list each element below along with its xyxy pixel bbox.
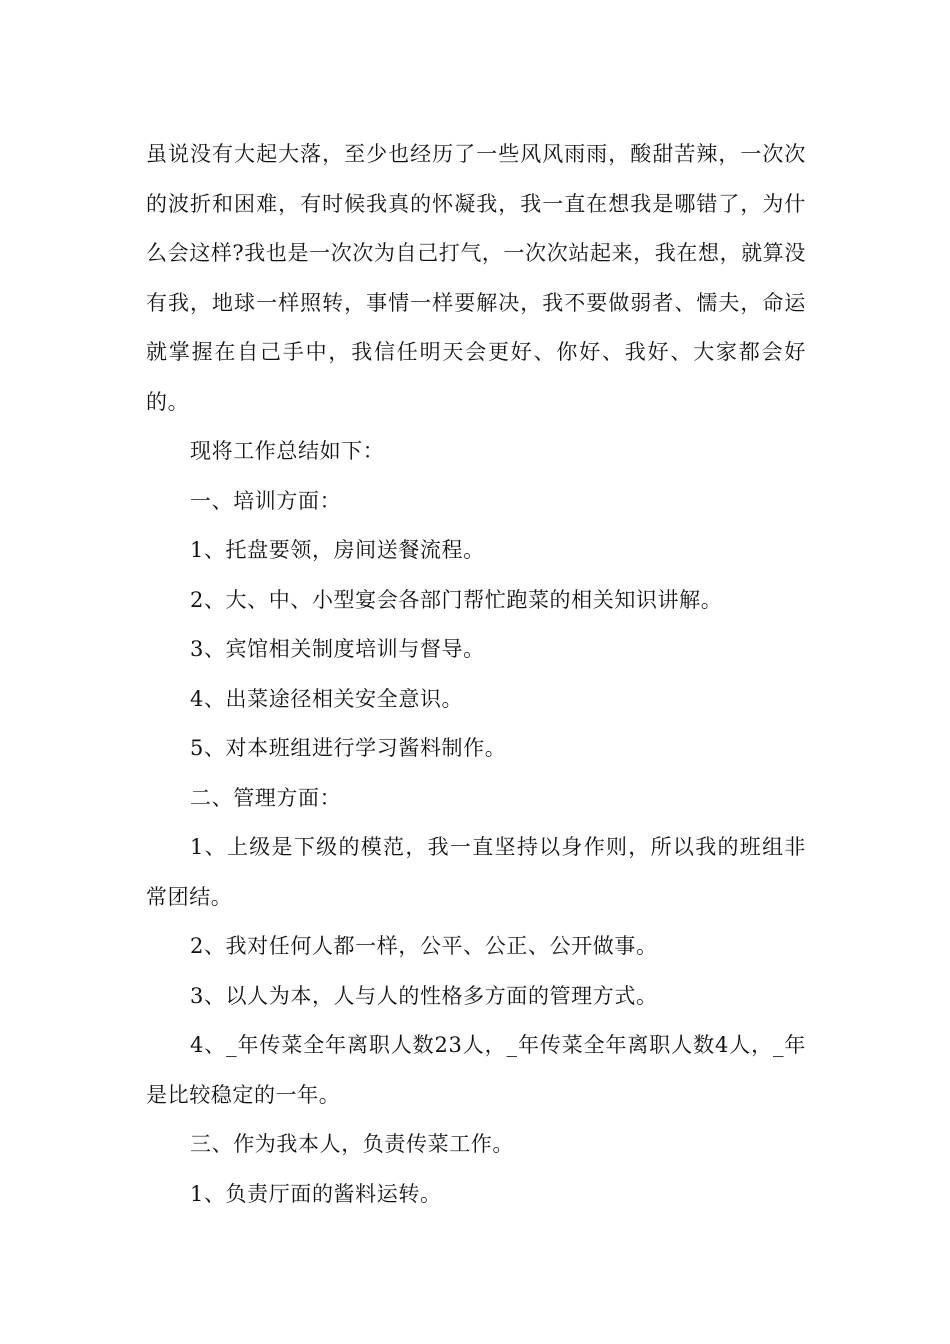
list-item: 3、宾馆相关制度培训与督导。 — [190, 637, 485, 661]
list-item: 1、上级是下级的模范，我一直坚持以身作则，所以我的班组非常团结。 — [146, 835, 806, 909]
document-body — [146, 130, 806, 1219]
summary-intro-paragraph: 现将工作总结如下： — [190, 439, 385, 463]
list-item: 2、我对任何人都一样，公平、公正、公开做事。 — [190, 934, 658, 958]
list-item: 4、_年传菜全年离职人数23人，_年传菜全年离职人数4人，_年是比较稳定的一年。 — [146, 1033, 806, 1107]
list-item: 2、大、中、小型宴会各部门帮忙跑菜的相关知识讲解。 — [190, 587, 723, 612]
list-item: 1、负责厅面的酱料运转。 — [190, 1181, 442, 1206]
body-paragraph: 虽说没有大起大落，至少也经历了一些风风雨雨，酸甜苦辣，一次次的波折和困难，有时候我真的怀凝我，我一直在想我是哪错了，为什么会这样?我也是一次次为自己打气，一次次站起来，我在想，就算没有我，地球一样照转，事情一样要解决，我不要做弱者、懦夫，命运就掌握在自己手中，我信任明天会更好、你好、我好、大家都会好的。 — [146, 142, 806, 414]
section-heading-personal: 三、作为我本人，负责传菜工作。 — [190, 1132, 514, 1156]
section-heading-management: 二、管理方面： — [190, 785, 342, 810]
list-item: 4、出菜途径相关安全意识。 — [190, 686, 464, 711]
list-item: 5、对本班组进行学习酱料制作。 — [190, 736, 507, 760]
section-heading-training: 一、培训方面： — [190, 488, 342, 513]
list-item: 1、托盘要领，房间送餐流程。 — [190, 538, 485, 562]
list-item: 3、以人为本，人与人的性格多方面的管理方式。 — [190, 983, 658, 1008]
